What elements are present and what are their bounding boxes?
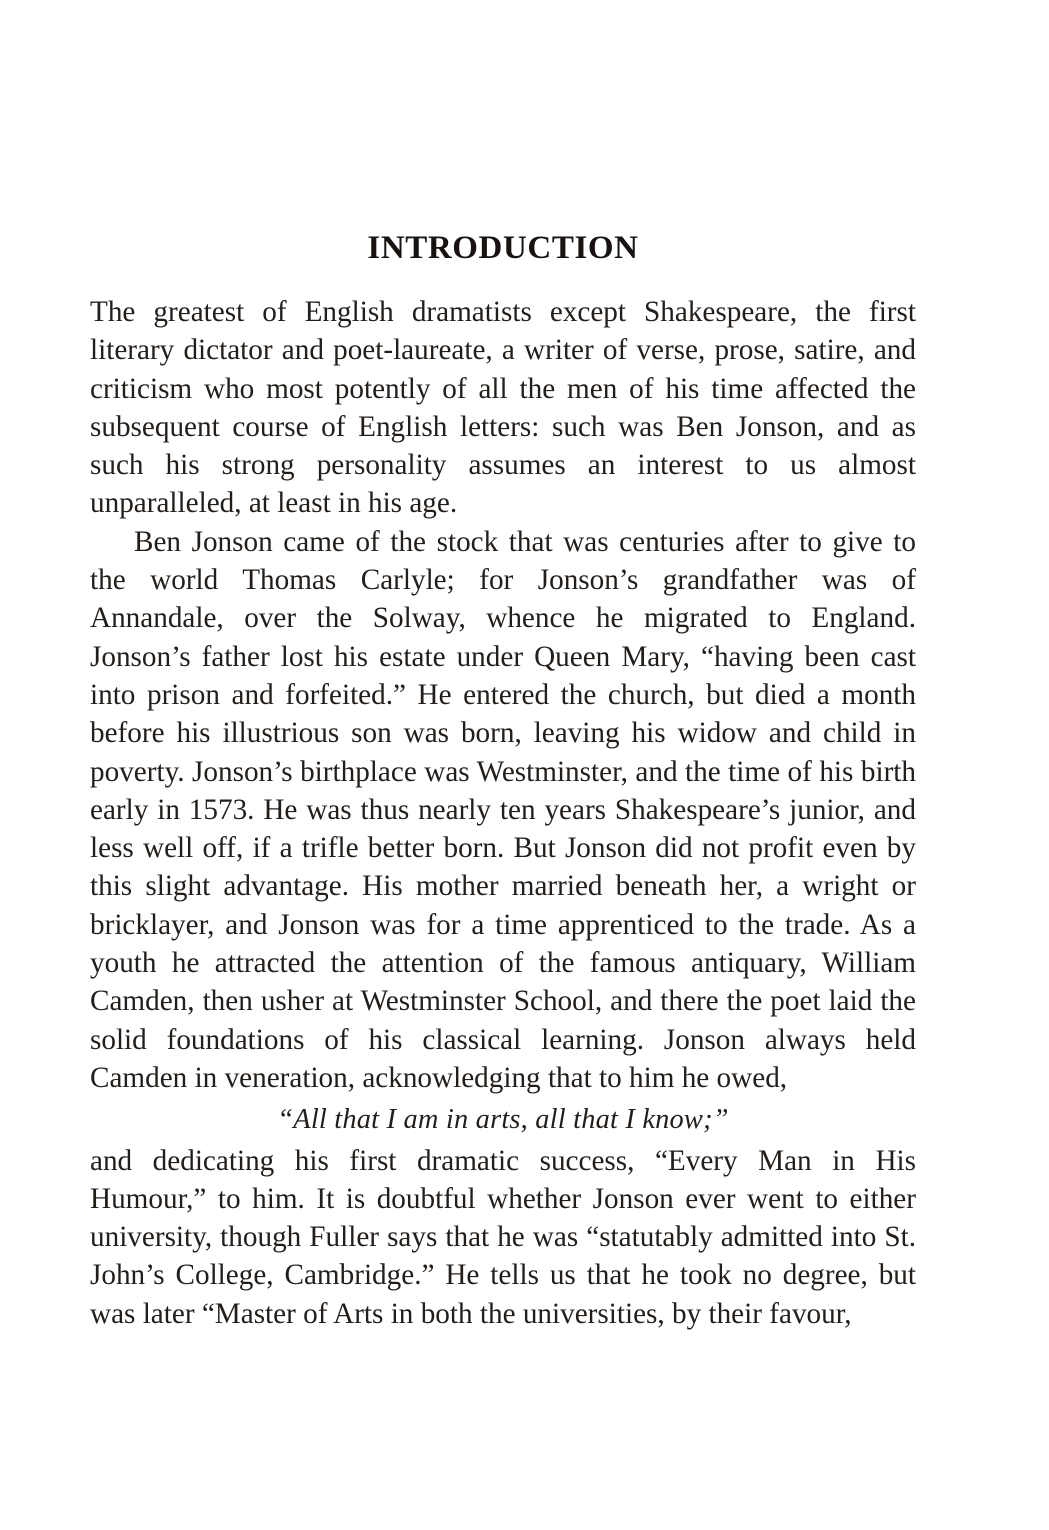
verse-quotation: “All that I am in arts, all that I know;” (277, 1104, 729, 1136)
text-block (90, 0, 916, 1333)
paragraph-biography: Ben Jonson came of the stock that was centuries after to give to the world Thomas Carlyle; for Jonson’s grandfather was of Annandale, over the Solway, whence he migrated to England. Jonson’s father lost his estate under Queen Mary, “having been cast into prison and forfeited.” He entered the church, but died a month before his illustrious son was born, leaving his widow and child in poverty. Jonson’s birthplace was Westminster, and the time of his birth early in 1573. He was thus nearly ten years Shakespeare’s junior, and less well off, if a trifle better born. But Jonson did not profit even by this slight advantage. His mother married beneath her, a wright or bricklayer, and Jonson was for a time apprenticed to the trade. As a youth he attracted the attention of the famous antiquary, William Camden, then usher at Westminster School, and there the poet laid the solid foundations of his classical learning. Jonson always held Camden in veneration, acknowledging that to him he owed, (90, 525, 916, 1094)
paragraph-opening: The greatest of English dramatists except Shakespeare, the first literary dictator and poet-laureate, a writer of verse, prose, satire, and criticism who most potently of all the men of his time affected the subsequent course of English letters: such was Ben Jonson, and as such his strong personality assumes an interest to us almost unparalleled, at least in his age. (90, 296, 916, 520)
page-title: INTRODUCTION (367, 230, 639, 266)
paragraph-continuation: and dedicating his first dramatic success, “Every Man in His Humour,” to him. It is doubtful whether Jonson ever went to either university, though Fuller says that he was “statutably admitted into St. John’s College, Cambridge.” He tells us that he took no degree, but was later “Master of Arts in both the universities, by their favour, (90, 1144, 916, 1330)
